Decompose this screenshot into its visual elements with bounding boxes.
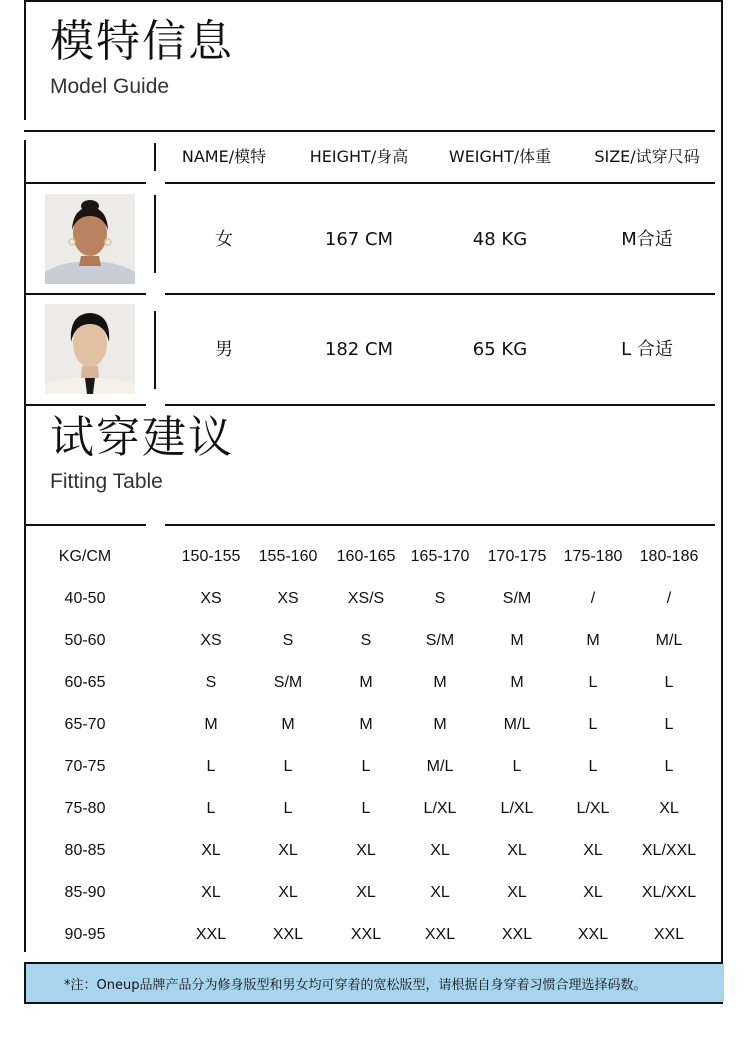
size-cell: XS [200,590,222,607]
size-cell: XL [201,842,221,859]
male-size: L 合适 [621,339,673,360]
size-cell: XXL [272,926,304,943]
female-model-portrait-icon [45,194,135,284]
female-name: 女 [215,229,233,250]
height-range-header: 160-165 [336,548,396,565]
model-guide-title-cn: 模特信息 [50,16,234,67]
size-cell: M [204,716,218,733]
size-cell: L [283,758,293,775]
size-cell: M [359,716,373,733]
size-cell: L [664,716,674,733]
model-guide-title-en: Model Guide [50,75,170,98]
size-cell: L/XL [423,800,457,817]
weight-range-label: 65-70 [64,716,106,733]
size-cell: XL [278,842,298,859]
size-cell: S [205,674,217,691]
size-cell: S/M [273,674,303,691]
size-cell: L [512,758,522,775]
height-range-header: 180-186 [639,548,699,565]
size-cell: M [359,674,373,691]
note-text: *注：Oneup品牌产品分为修身版型和男女均可穿着的宽松版型，请根据自身穿着习惯合理选择码数。 [64,978,647,993]
header-line-left [24,182,146,184]
fitting-left-border [24,404,26,952]
note-bottom-line [24,1002,722,1004]
height-range-header: 155-160 [258,548,318,565]
weight-range-label: 85-90 [64,884,106,901]
size-cell: L [283,800,293,817]
male-weight: 65 KG [472,339,528,360]
header-size: SIZE/试穿尺码 [594,147,700,166]
height-range-header: 165-170 [410,548,470,565]
fitting-corner-label: KG/CM [58,548,112,565]
size-cell: M [281,716,295,733]
size-cell: M/L [503,716,531,733]
model-table-divider-row2 [154,311,156,389]
header-name: NAME/模特 [181,147,267,166]
fitting-title-en: Fitting Table [50,470,163,493]
female-size: M合适 [621,229,673,250]
size-cell: XL/XXL [641,842,697,859]
size-cell: L [588,758,598,775]
size-cell: M/L [426,758,454,775]
row2-line-right [165,404,715,406]
weight-range-label: 90-95 [64,926,106,943]
size-cell: XXL [350,926,382,943]
note-banner [24,964,724,1002]
size-cell: S [282,632,294,649]
size-cell: XL [278,884,298,901]
size-cell: XL [507,842,527,859]
size-cell: / [666,590,672,607]
weight-range-label: 40-50 [64,590,106,607]
size-cell: M [433,716,447,733]
header-line-right [165,182,715,184]
male-height: 182 CM [324,339,394,360]
size-cell: XXL [577,926,609,943]
size-cell: XL [356,842,376,859]
fitting-top-line-left [24,524,146,526]
fitting-title-cn: 试穿建议 [50,412,234,463]
size-cell: L [206,758,216,775]
female-weight: 48 KG [472,229,528,250]
size-cell: XS [277,590,299,607]
size-cell: XS [200,632,222,649]
size-cell: L [664,758,674,775]
model-table-left-border [24,140,26,407]
size-cell: XL [430,884,450,901]
model-table-top-line [24,130,715,132]
size-cell: M [510,632,524,649]
male-model-portrait-icon [45,304,135,394]
female-height: 167 CM [324,229,394,250]
weight-range-label: 80-85 [64,842,106,859]
model-table-divider-header [154,143,156,171]
size-cell: XL/XXL [641,884,697,901]
height-range-header: 150-155 [181,548,241,565]
weight-range-label: 70-75 [64,758,106,775]
size-cell: XL [583,842,603,859]
size-cell: M [510,674,524,691]
model-table-divider-row1 [154,195,156,273]
size-cell: XS/S [347,590,385,607]
size-cell: XXL [653,926,685,943]
male-name: 男 [215,339,233,360]
size-cell: XL [507,884,527,901]
size-cell: XL [430,842,450,859]
size-cell: XXL [424,926,456,943]
size-cell: L [588,674,598,691]
height-range-header: 175-180 [563,548,623,565]
size-cell: / [590,590,596,607]
size-cell: L [361,800,371,817]
size-cell: L [206,800,216,817]
row1-line-left [24,293,146,295]
male-model-photo [45,304,135,394]
size-cell: XXL [501,926,533,943]
size-cell: M [433,674,447,691]
size-cell: S [360,632,372,649]
size-cell: S/M [502,590,532,607]
frame-top [24,0,722,2]
frame-right [721,0,723,1004]
size-cell: XL [201,884,221,901]
note-left-border [24,964,26,1002]
header-height: HEIGHT/身高 [309,147,409,166]
size-cell: XL [356,884,376,901]
weight-range-label: 60-65 [64,674,106,691]
weight-range-label: 50-60 [64,632,106,649]
size-cell: L [361,758,371,775]
fitting-top-line-right [165,524,715,526]
size-cell: XL [583,884,603,901]
size-cell: L [588,716,598,733]
height-range-header: 170-175 [487,548,547,565]
female-model-photo [45,194,135,284]
size-cell: M [586,632,600,649]
size-cell: L/XL [500,800,534,817]
frame-left-top [24,0,26,120]
size-cell: S [434,590,446,607]
size-cell: L/XL [576,800,610,817]
size-cell: XL [659,800,679,817]
row2-line-left [24,404,146,406]
size-cell: M/L [655,632,683,649]
size-cell: L [664,674,674,691]
size-cell: XXL [195,926,227,943]
header-weight: WEIGHT/体重 [448,147,552,166]
size-cell: S/M [425,632,455,649]
weight-range-label: 75-80 [64,800,106,817]
row1-line-right [165,293,715,295]
